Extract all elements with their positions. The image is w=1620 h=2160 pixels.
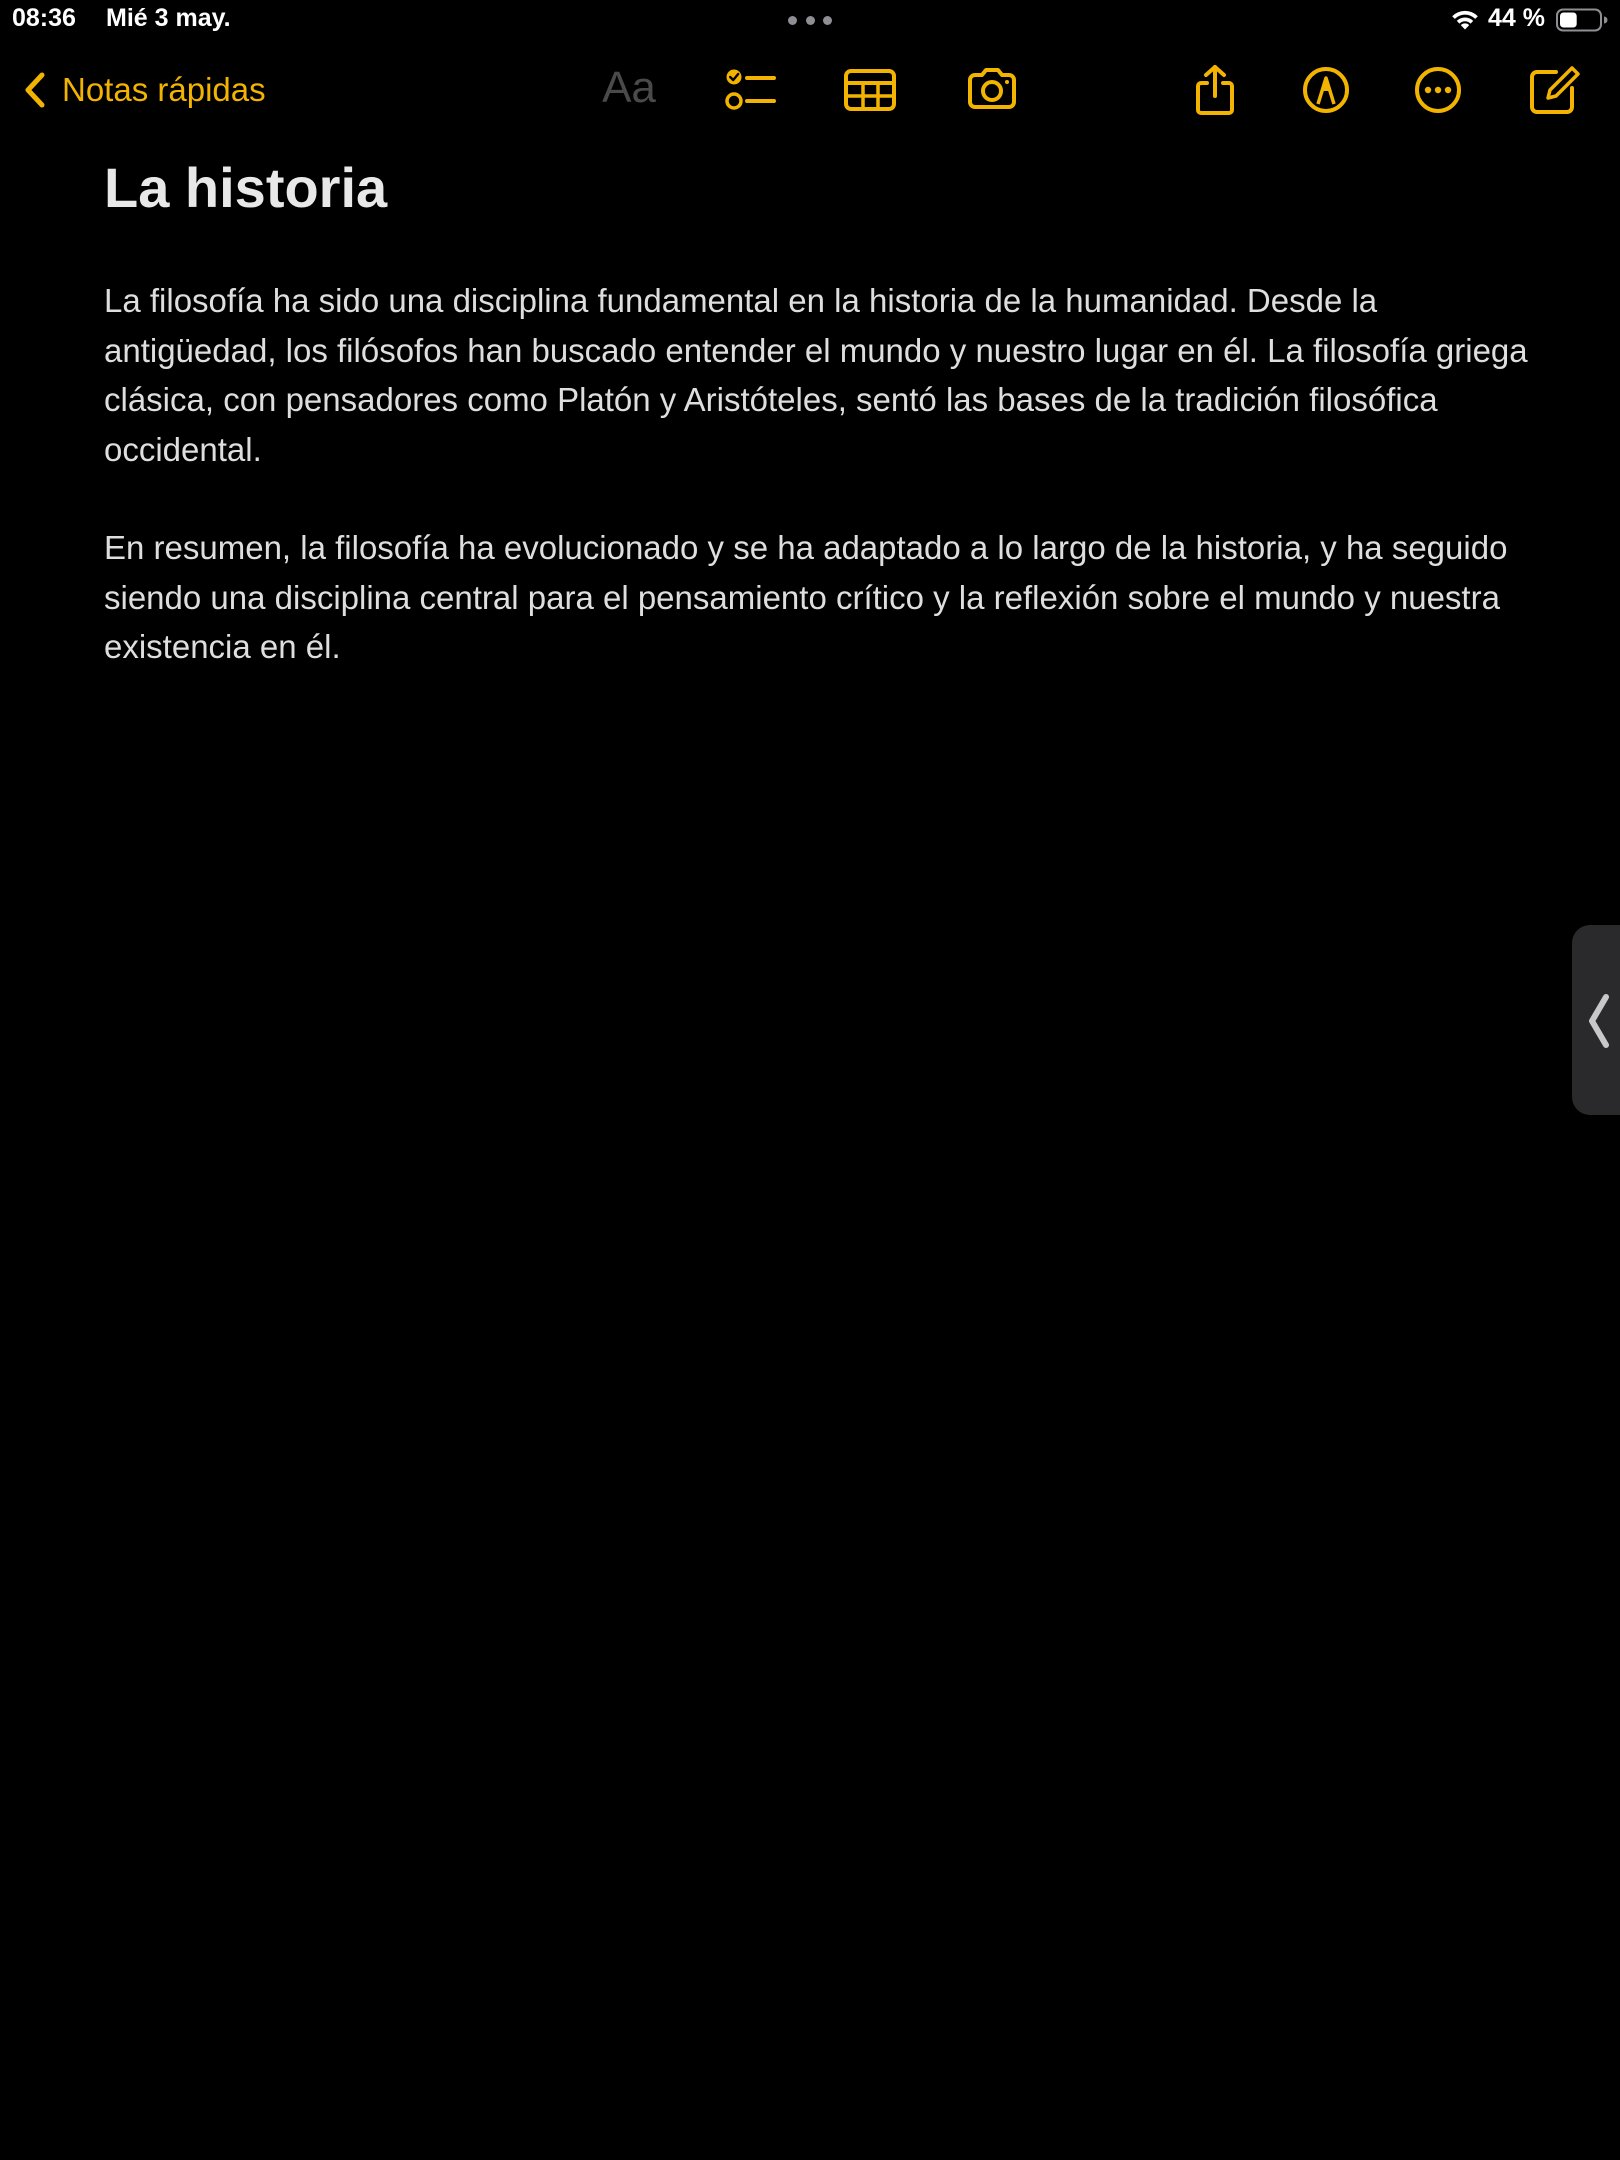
quick-note-side-handle[interactable]: [1572, 925, 1620, 1115]
wifi-icon: [1450, 8, 1480, 32]
table-button[interactable]: [840, 64, 900, 116]
chevron-left-icon: [20, 70, 48, 110]
back-button-label: Notas rápidas: [62, 71, 266, 108]
status-bar: [0, 0, 1620, 40]
markup-icon: [1298, 64, 1354, 116]
status-time: 08:36: [12, 4, 76, 32]
back-button[interactable]: [20, 64, 266, 116]
table-icon: [842, 64, 898, 116]
battery-icon: [1556, 8, 1608, 32]
note-paragraph[interactable]: En resumen, la filosofía ha evolucionado y se ha adaptado a lo largo de la historia, y ha seguido siendo una disciplina central para el pensamiento crítico y la reflexión sobre el mundo y nuestra existencia en él.: [104, 529, 1508, 665]
markup-button[interactable]: [1296, 64, 1356, 116]
status-date: Mié 3 may.: [106, 4, 231, 32]
multitasking-dots-icon[interactable]: [788, 14, 832, 26]
toolbar: [0, 50, 1620, 130]
note-paragraph[interactable]: La filosofía ha sido una disciplina fundamental en la historia de la humanidad. Desde la antigüedad, los filósofos han buscado entender el mundo y nuestro lugar en él. La filosofía griega clásica, con pensadores como Platón y Aristóteles, sentó las bases de la tradición filosófica occidental.: [104, 282, 1528, 468]
battery-percent: 44 %: [1488, 4, 1545, 32]
more-icon: [1410, 64, 1466, 116]
camera-icon: [964, 64, 1020, 116]
share-icon: [1187, 64, 1243, 116]
format-button[interactable]: Aa: [602, 63, 656, 112]
checklist-icon: [722, 64, 778, 116]
share-button[interactable]: [1185, 64, 1245, 116]
compose-button[interactable]: [1524, 64, 1584, 116]
checklist-button[interactable]: [720, 64, 780, 116]
more-button[interactable]: [1408, 64, 1468, 116]
camera-button[interactable]: [962, 64, 1022, 116]
note-editor[interactable]: [104, 152, 1534, 672]
chevron-left-icon: [1584, 991, 1612, 1051]
note-title[interactable]: La historia: [104, 156, 388, 219]
compose-icon: [1526, 64, 1582, 116]
